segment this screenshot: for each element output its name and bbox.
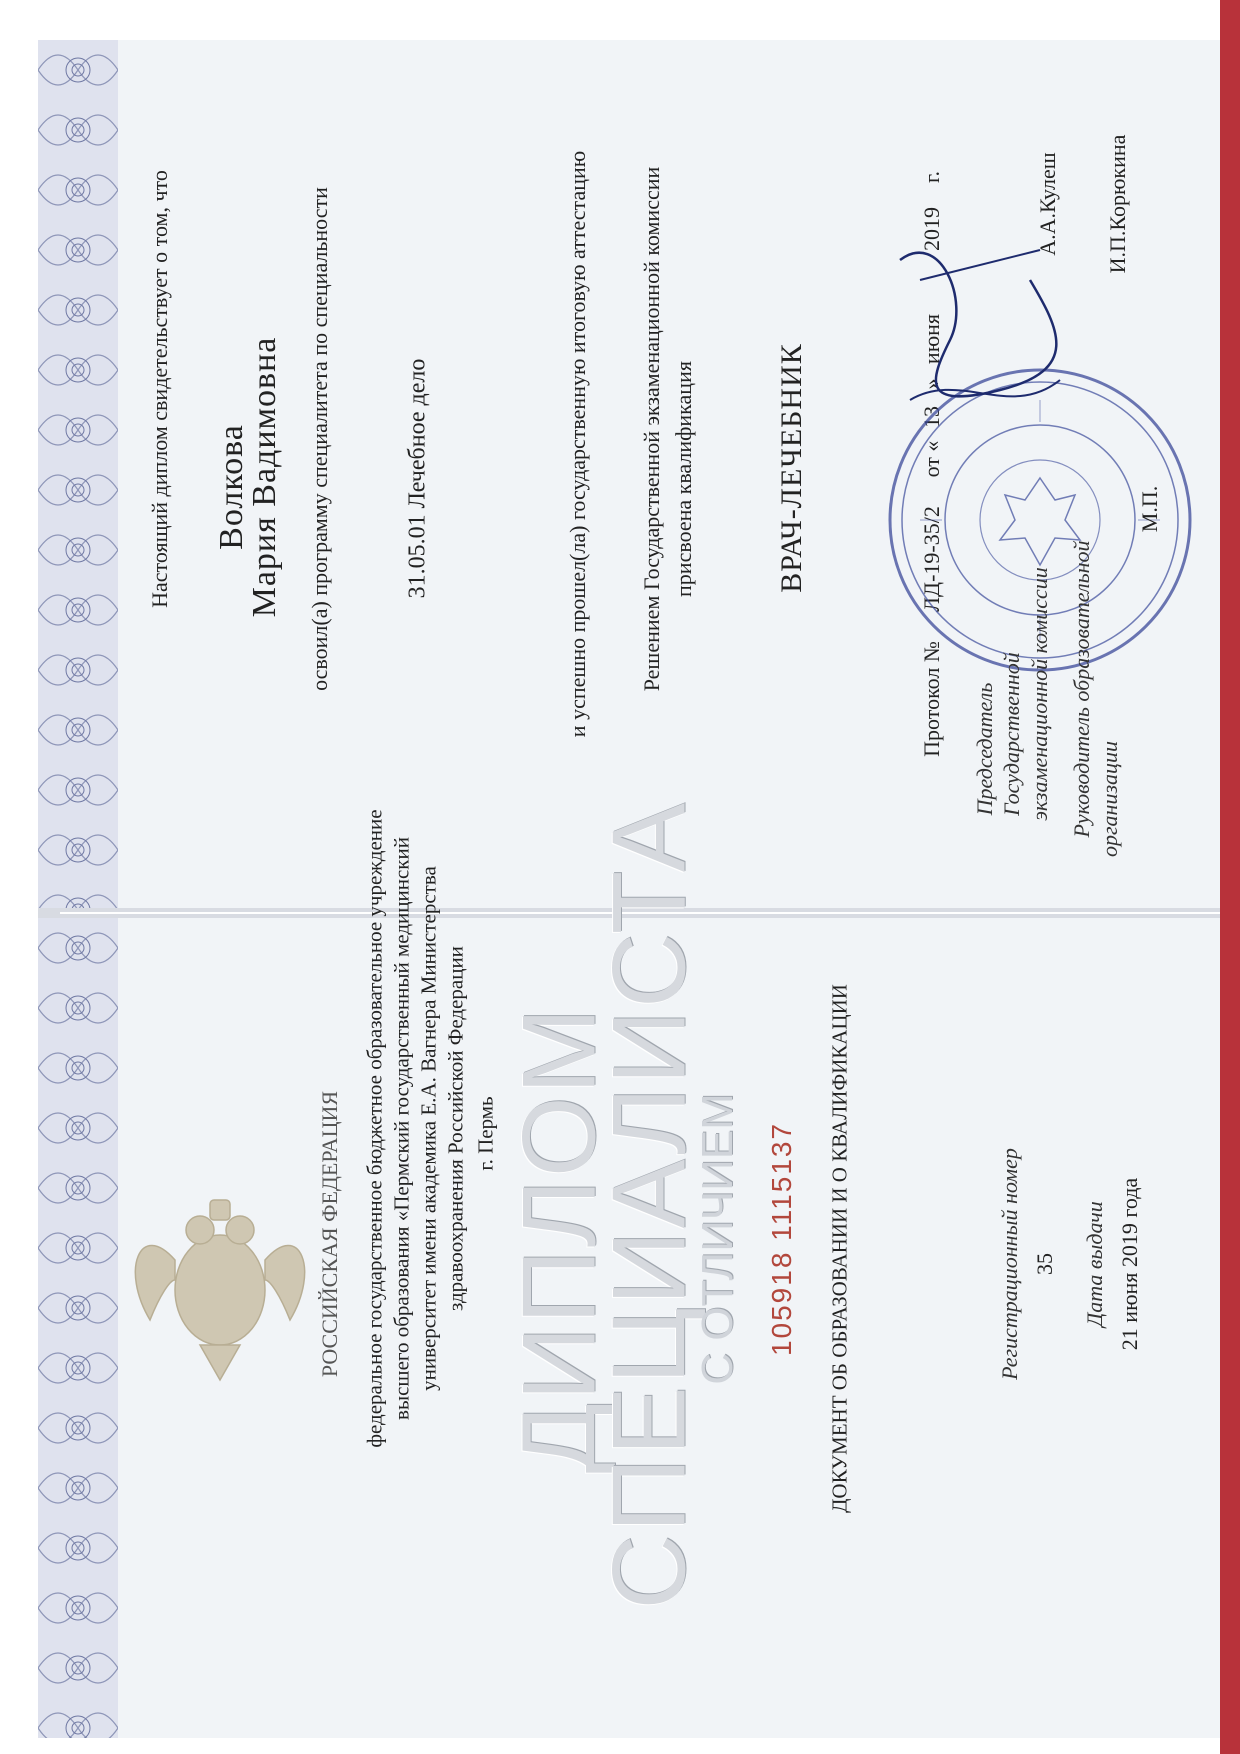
qualification: ВРАЧ-ЛЕЧЕБНИК [775,343,808,593]
guilloche-border [38,40,118,910]
protocol-from: от « [919,440,944,478]
institution-line2: высшего образования «Пермский государственный медицинский [389,837,414,1420]
registration-number: 35 [1032,1253,1057,1275]
serial-number: 105918 1115137 [766,1121,797,1357]
decision-line: Решением Государственной экзаменационной комиссии [639,166,664,692]
guilloche-border [38,918,118,1738]
issue-date: 21 июня 2019 года [1117,1177,1142,1351]
institution-line4: здравоохранения Российской Федерации [443,946,468,1311]
chair-title-line3: экзаменационной комиссии [1027,567,1052,821]
institution-line3: университет имени академика Е.А. Вагнера Министерства [416,866,441,1391]
specialty: 31.05.01 Лечебное дело [404,358,431,599]
diploma-subtitle: СПЕЦИАЛИСТА [591,800,708,1610]
assigned-line: присвоена квалификация [671,361,696,597]
chair-title-line1: Председатель [972,682,997,816]
document-type: ДОКУМЕНТ ОБ ОБРАЗОВАНИИ И О КВАЛИФИКАЦИИ [827,984,852,1513]
protocol-number: ЛД-19-35/2 [919,506,944,612]
head-name: И.П.Корюкина [1105,134,1130,274]
intro-line: Настоящий диплом свидетельствует о том, что [147,170,172,608]
attestation-line: и успешно прошел(ла) государственную итоговую аттестацию [565,150,590,738]
institution-line1: федеральное государственное бюджетное образовательное учреждение [362,809,387,1448]
protocol-year: 2019 [919,207,944,251]
protocol-label: Протокол № [919,641,944,757]
institution-city: г. Пермь [473,1096,498,1171]
head-title-line2: организации [1097,740,1122,858]
chair-title-line2: Государственной [999,652,1024,816]
protocol-day: 13 [919,406,944,428]
diploma-cover-edge [1220,0,1240,1754]
chair-name: А.А.Кулеш [1035,152,1060,256]
protocol-close-quote: » [919,378,944,390]
head-title-line1: Руководитель образовательной [1069,540,1094,838]
stamp-place-mp: М.П. [1137,485,1162,533]
with-honors: С ОТЛИЧИЕМ [693,1093,742,1385]
protocol-year-suffix: г. [919,170,944,184]
registration-label: Регистрационный номер [997,1148,1022,1380]
program-line: освоил(а) программу специалитета по специальности [307,187,332,691]
recipient-given-names: Мария Вадимовна [246,336,283,618]
diploma-title: ДИПЛОМ [501,1005,618,1474]
protocol-month: июня [919,313,944,365]
country-name: РОССИЙСКАЯ ФЕДЕРАЦИЯ [317,1090,342,1378]
recipient-surname: Волкова [213,424,250,550]
issue-date-label: Дата выдачи [1082,1201,1107,1327]
coat-of-arms-emblem [110,1180,330,1400]
